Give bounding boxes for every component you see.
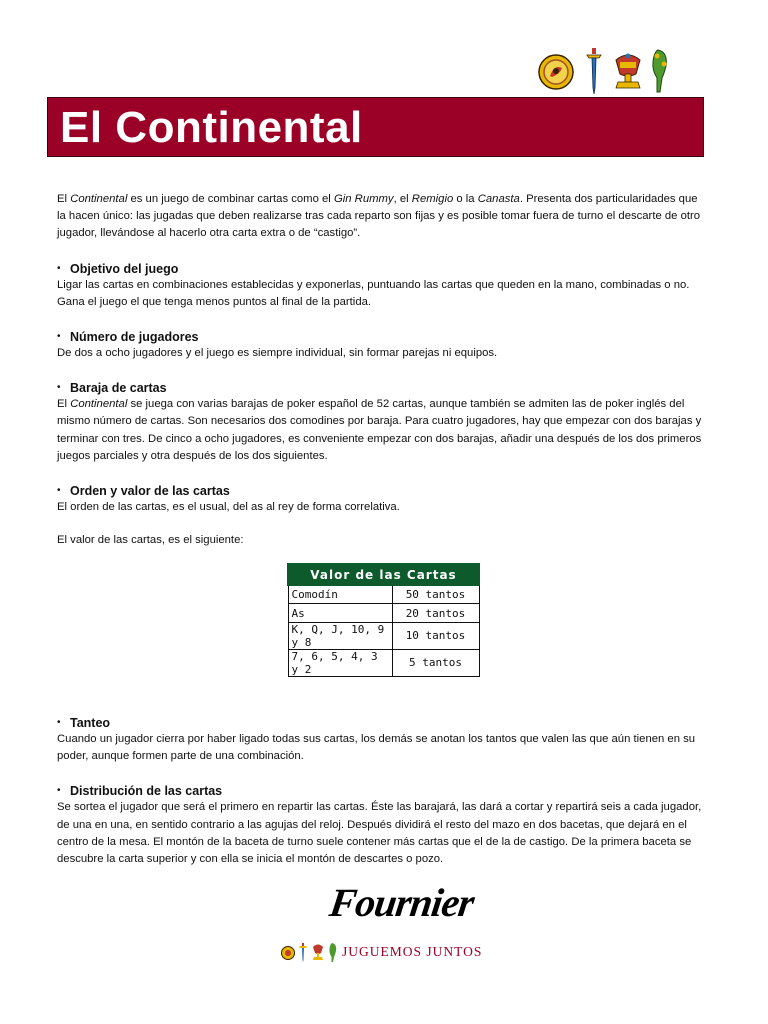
club-suit-icon [329,943,336,962]
table-row [288,585,479,604]
suit-icons [536,44,676,96]
section-heading-text: Orden y valor de las cartas [70,484,230,499]
coin-suit-icon [539,55,573,89]
intro-text: El [57,193,71,205]
page-title: El Continental [60,103,363,152]
bullet-icon: • [57,716,61,728]
section-text-distribucion: Se sortea el jugador que será el primero en repartir las cartas. Éste las barajará, las dará a cortar y repartirá seis a cada jugador, de una en una, en sentido contrario a las agujas del reloj. Después dividirá el resto del mazo en dos bacetas, que dejará en el centro de la mesa. El montón de la baceta de turno suele contener más cartas que el de la de castigo. De la primera baceta se descubre la carta superior y con ella se inicia el montón de descartes o pozo. [57,801,702,865]
card-values-table [287,563,480,677]
table-row [288,649,479,676]
section-heading-jugadores [57,329,703,345]
title-banner [47,97,704,157]
intro-text: , el [393,193,412,205]
baraja-text: El [57,398,71,411]
table-title: Valor de las Cartas [288,564,479,585]
section-heading-text: Baraja de cartas [70,381,167,396]
coin-suit-icon [282,947,295,960]
section-heading-text: Tanteo [70,715,111,730]
section-heading-baraja [57,380,703,396]
section-text-orden: El orden de las cartas, es el usual, del as al rey de forma correlativa. [57,501,400,514]
bullet-icon: • [57,485,61,497]
section-text-tanteo: Cuando un jugador cierra por haber ligado todas sus cartas, los demás se anotan los tantos que valen las que aún tienen en su poder, aunque formen parte de una combinación. [57,732,696,763]
intro-emphasis: Canasta [477,193,520,205]
bullet-icon: • [57,331,61,343]
brand-logo-text: Fournier [326,880,477,925]
tagline-text: JUGUEMOS JUNTOS [342,944,483,959]
section-heading-orden [57,483,703,499]
brand-logo [326,880,477,930]
table-cell-card: Comodín [288,585,392,604]
intro-emphasis: Remigio [411,193,454,205]
section-heading-text: Número de jugadores [70,330,199,345]
intro-text: es un juego de combinar cartas como el [127,193,334,205]
section-heading-objetivo [57,261,703,277]
table-cell-card: As [288,604,392,623]
section-heading-text: Distribución de las cartas [70,784,223,799]
table-cell-value: 5 tantos [392,649,479,676]
table-cell-card: K, Q, J, 10, 9 y 8 [288,622,392,649]
intro-paragraph [57,191,703,243]
document-body [57,191,703,868]
section-heading-distribucion [57,783,703,799]
baraja-text: se juega con varias barajas de poker español de 52 cartas, aunque también se admiten las de poker inglés del mismo número de cartas. Son necesarios dos comodines por baraja. Para cuatro jugadores, hay que empezar con dos barajas y terminar con tres. De cinco a ocho jugadores, es conveniente empezar con dos barajas, añadir una después de los dos primeros juegos parciales y otra después de los dos siguientes. [57,398,702,462]
table-cell-value: 50 tantos [392,585,479,604]
cup-suit-icon [313,945,323,961]
intro-emphasis: Continental [70,193,128,205]
section-text-jugadores: De dos a ocho jugadores y el juego es siempre individual, sin formar parejas ni equipos. [57,347,498,360]
club-suit-icon [653,50,667,92]
tagline [280,940,500,964]
section-text-baraja [57,396,703,465]
section-text-objetivo: Ligar las cartas en combinaciones establecidas y exponerlas, puntuando las cartas que queden en la mano, combinadas o no. Gana el juego el que tenga menos puntos al final de la partida. [57,278,690,308]
bullet-icon: • [57,262,61,274]
cup-suit-icon [616,54,640,89]
section-text-valor-intro: El valor de las cartas, es el siguiente: [57,534,244,547]
table-cell-card: 7, 6, 5, 4, 3 y 2 [288,649,392,676]
baraja-emphasis: Continental [70,398,128,411]
table-cell-value: 20 tantos [392,604,479,623]
bullet-icon: • [57,785,61,797]
table-row [288,622,479,649]
table-row [288,604,479,623]
sword-suit-icon [300,943,307,962]
intro-text: . Presenta dos particularidades que la hacen único: las jugadas que deben realizarse tras cada reparto son fijas y es posible tomar fuera de turno el descarte de otro jugador, llevándose al hacerlo otra carta extra o de “castigo”. [57,193,701,240]
mini-suit-icons [280,941,340,963]
sword-suit-icon [587,48,601,94]
table-cell-value: 10 tantos [392,622,479,649]
section-heading-tanteo [57,715,703,731]
intro-emphasis: Gin Rummy [333,193,394,205]
bullet-icon: • [57,382,61,394]
section-heading-text: Objetivo del juego [70,261,179,276]
intro-text: o la [453,193,478,205]
